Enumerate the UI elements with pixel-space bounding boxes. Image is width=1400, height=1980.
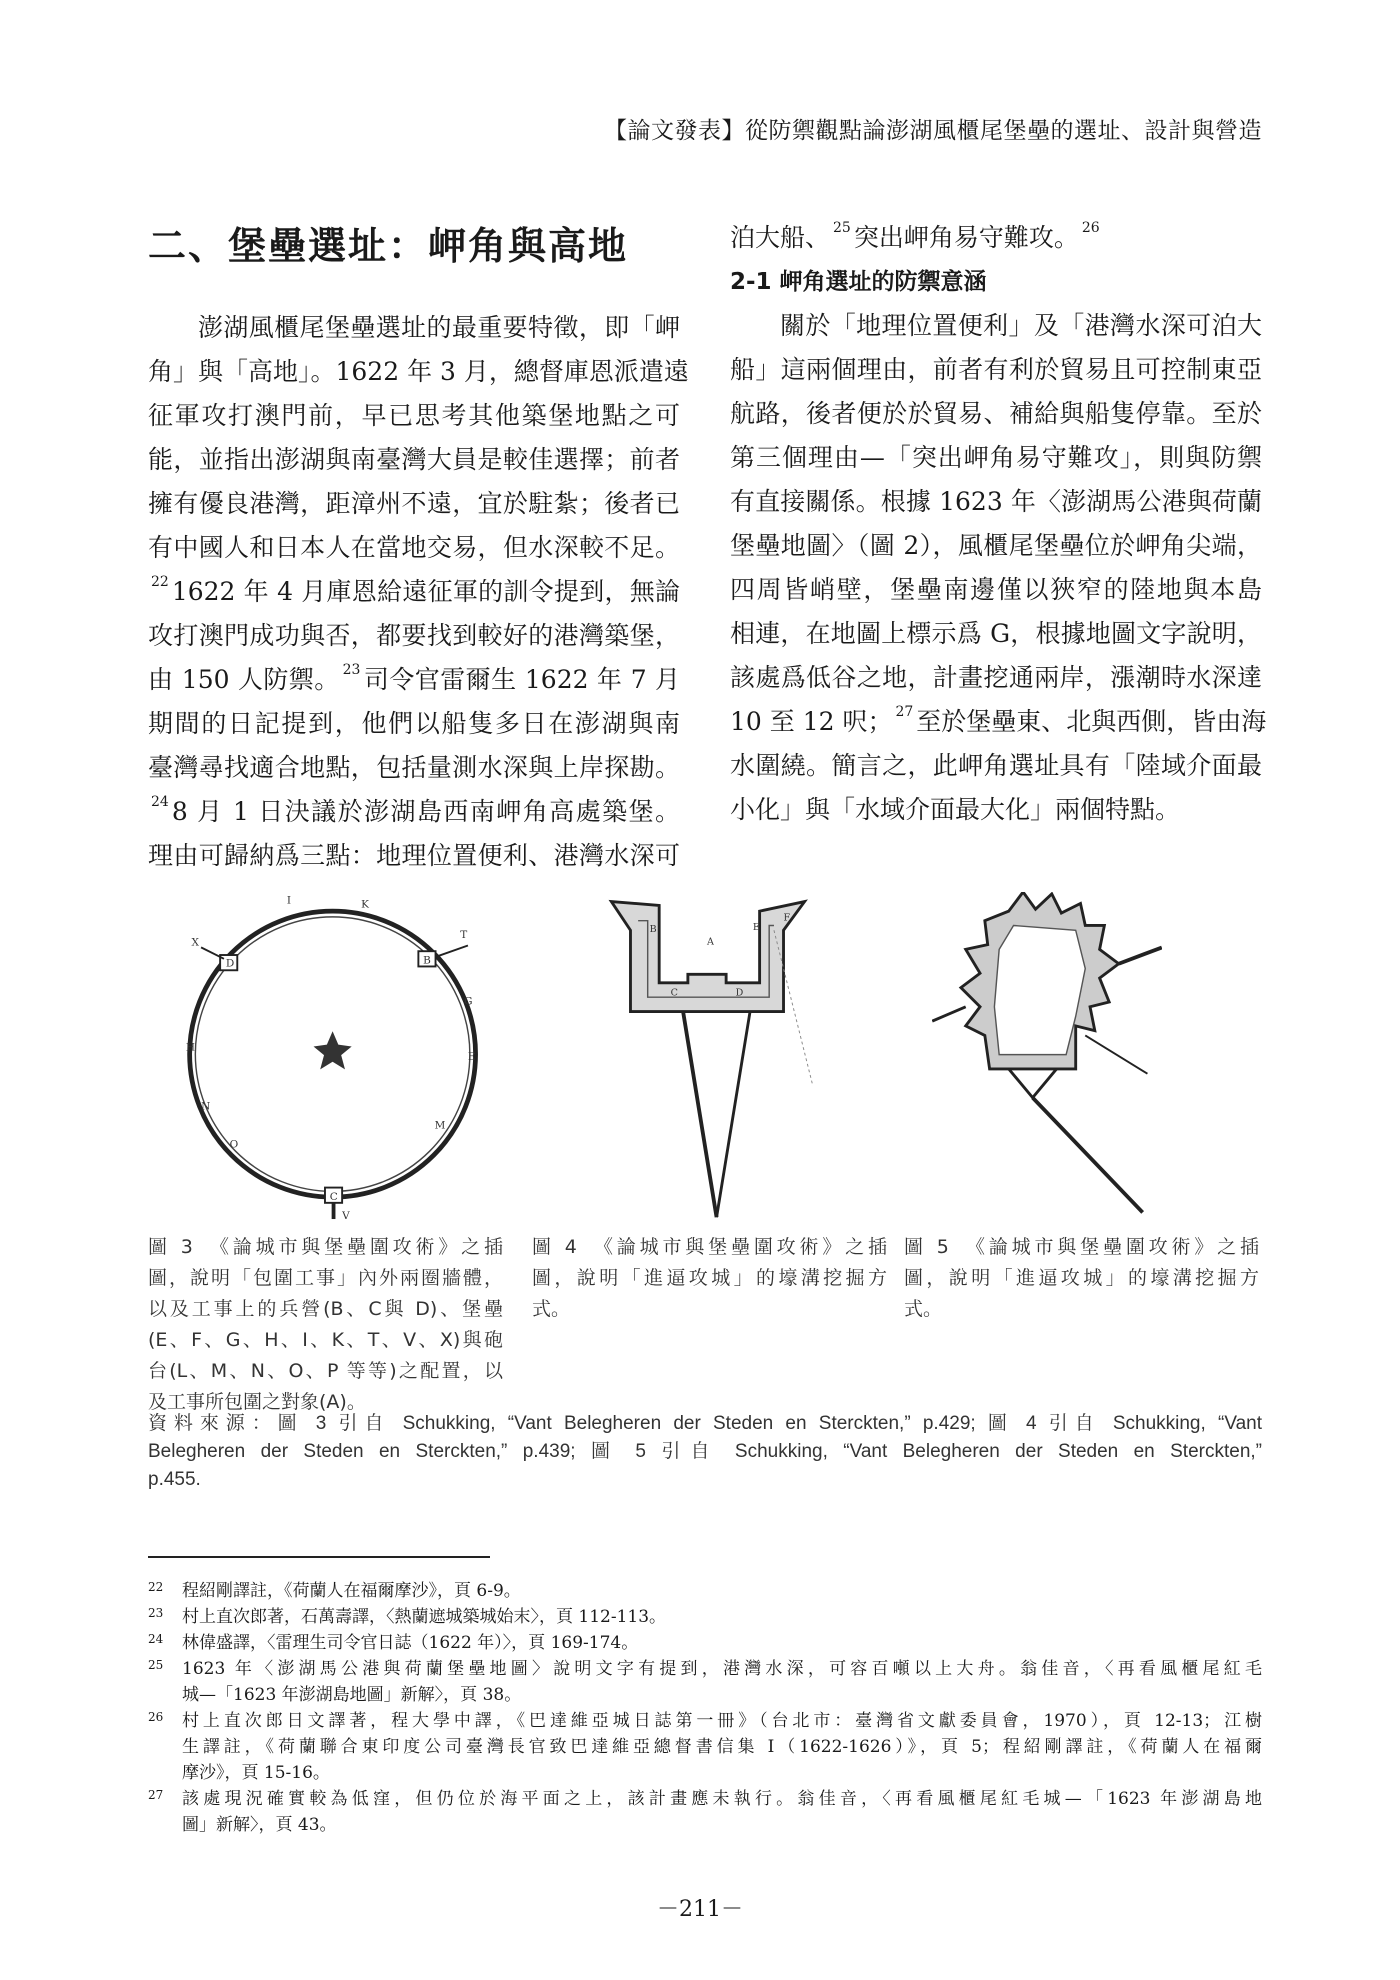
footnote-number: 26	[148, 1710, 164, 1724]
text-line	[730, 788, 1262, 832]
footnote	[148, 1578, 1262, 1604]
text-segment: 水圍繞。簡言之，此岬角選址具有「陸域介面最	[730, 751, 1262, 780]
figure-label: H	[185, 1041, 195, 1054]
text-line	[148, 702, 680, 746]
text-segment: 擁有優良港灣，距漳州不遠，宜於駐紮；後者已	[148, 489, 680, 518]
text-line	[730, 392, 1262, 436]
fort-A-star	[314, 1031, 352, 1069]
text-line	[730, 700, 1267, 744]
footnote-number: 23	[148, 1606, 164, 1620]
caption-line: 圖 5 《論城市與堡壘圍攻術》之插	[904, 1236, 1259, 1258]
text-line	[148, 614, 680, 658]
footnote-line: 生譯註，《荷蘭聯合東印度公司臺灣長官致巴達維亞總督書信集 I（1622-1626）》，頁 5；程紹剛譯註，《荷蘭人在福爾	[182, 1737, 1262, 1757]
footnote-ref: 23	[342, 662, 361, 678]
figure-label: F	[783, 912, 791, 924]
source-line: Belegheren der Steden en Sterckten,” p.439; 圖 5 引自 Schukking, “Vant Belegheren der Steden en Sterckten,”	[148, 1441, 1262, 1462]
text-line	[148, 526, 680, 570]
figure-label: C	[670, 987, 678, 999]
text-line	[730, 744, 1262, 788]
text-line	[148, 746, 680, 790]
caption-line: 及工事所包圍之對象(A)。	[148, 1391, 366, 1413]
figure-label: C	[329, 1190, 338, 1203]
text-segment: 相連，在地圖上標示爲 G，根據地圖文字說明，	[730, 619, 1262, 648]
approach-trench	[1119, 947, 1162, 963]
caption-line: 圖，說明「進逼攻城」的壕溝挖掘方	[532, 1267, 887, 1289]
text-segment: 8 月 1 日決議於澎湖島西南岬角高處築堡。	[171, 797, 680, 826]
text-segment: 關於「地理位置便利」及「港灣水深可泊大	[780, 311, 1262, 340]
text-segment: 突出岬角易守難攻。	[853, 223, 1079, 252]
caption-line: 式。	[904, 1298, 943, 1320]
text-line	[148, 790, 680, 834]
figure-label: E	[467, 1050, 476, 1063]
figure-label: A	[707, 936, 714, 948]
footnotes	[148, 1578, 1262, 1838]
text-segment: 征軍攻打澳門前，早已思考其他築堡地點之可	[148, 401, 680, 430]
text-segment: 澎湖風櫃尾堡壘選址的最重要特徵，即「岬	[198, 313, 680, 342]
footnote-number: 22	[148, 1580, 164, 1594]
source-line: 資料來源：圖 3 引自 Schukking, “Vant Belegheren der Steden en Sterckten,” p.429; 圖 4 引自 Schukking, “Vant	[148, 1413, 1262, 1434]
caption-line: 圖，說明「進逼攻城」的壕溝挖掘方	[904, 1267, 1259, 1289]
continued-line	[730, 216, 1262, 260]
text-segment: 有直接關係。根據 1623 年〈澎湖馬公港與荷蘭	[730, 487, 1262, 516]
figure-label: K	[361, 898, 370, 911]
text-segment: 航路，後者便於於貿易、補給與船隻停靠。至於	[730, 399, 1262, 428]
text-line	[730, 524, 1262, 568]
text-line	[148, 834, 680, 878]
text-segment: 堡壘地圖〉（圖 2），風櫃尾堡壘位於岬角尖端，	[730, 531, 1262, 560]
figure-label: N	[201, 1100, 211, 1113]
footnote-ref: 25	[833, 220, 851, 236]
figure-3-circumvallation-illustration	[182, 890, 487, 1224]
text-line	[148, 570, 680, 614]
text-segment: 第三個理由—「突出岬角易守難攻」，則與防禦	[730, 443, 1262, 472]
footnote-line: 村上直次郎著，石萬壽譯，〈熱蘭遮城築城始末〉，頁 112-113。	[182, 1607, 667, 1627]
text-segment: 該處爲低谷之地，計畫挖通兩岸，漲潮時水深達	[730, 663, 1262, 692]
section-heading: 二、堡壘選址：岬角與高地	[148, 223, 629, 268]
figure-label: M	[434, 1119, 446, 1132]
footnote-ref: 26	[1081, 220, 1100, 236]
footnote-line: 圖」新解〉，頁 43。	[182, 1815, 337, 1835]
footnote-number: 25	[148, 1658, 164, 1672]
left-text-column	[148, 306, 689, 878]
figure-5-star-fort-illustration	[932, 892, 1162, 1222]
text-segment: 四周皆峭壁，堡壘南邊僅以狹窄的陸地與本島	[730, 575, 1262, 604]
approach-trench	[683, 1012, 716, 1218]
figure-label: I	[286, 894, 291, 907]
text-segment: 由 150 人防禦。	[148, 665, 340, 694]
footnote-line: 村上直次郎日文譯著，程大學中譯，《巴達維亞城日誌第一冊》（台北市：臺灣省文獻委員會，1970），頁 12-13；江樹	[182, 1711, 1262, 1731]
figure-label: V	[342, 1210, 350, 1223]
footnote-line: 程紹剛譯註，《荷蘭人在福爾摩沙》，頁 6-9。	[182, 1581, 521, 1601]
text-line	[148, 658, 680, 702]
footnote-line: 1623 年〈澎湖馬公港與荷蘭堡壘地圖〉說明文字有提到，港灣水深，可容百噸以上大舟。翁佳音，〈再看風櫃尾紅毛	[182, 1659, 1262, 1679]
text-segment: 臺灣尋找適合地點，包括量測水深與上岸探勘。	[148, 753, 680, 782]
text-segment: 至於堡壘東、北與西側，皆由海	[916, 707, 1267, 736]
figure-label: B	[423, 954, 431, 967]
caption-line: (E、F、G、H、I、K、T、V、X)與砲	[148, 1329, 503, 1351]
text-segment: 泊大船、	[730, 223, 831, 252]
source-line: p.455.	[148, 1469, 201, 1490]
text-line	[148, 438, 680, 482]
text-line	[730, 568, 1262, 612]
text-line	[730, 656, 1262, 700]
figure-source-note	[148, 1410, 1262, 1494]
figure-label: B	[649, 924, 657, 936]
text-segment: 1622 年 4 月庫恩給遠征軍的訓令提到，無論	[171, 577, 680, 606]
subsection-heading: 2-1 岬角選址的防禦意涵	[730, 269, 987, 295]
text-segment: 能，並指出澎湖與南臺灣大員是較佳選擇；前者	[148, 445, 680, 474]
figure-label: G	[464, 995, 473, 1008]
footnote-line: 摩沙》，頁 15-16。	[182, 1763, 330, 1783]
text-segment: 司令官雷爾生 1622 年 7 月	[363, 665, 680, 694]
figure-label: D	[735, 987, 744, 999]
text-segment: 有中國人和日本人在當地交易，但水深較不足。	[148, 533, 680, 562]
footnote-ref: 27	[895, 704, 914, 720]
figure-4-trench-illustration	[592, 892, 822, 1222]
page-number: －211－	[657, 1897, 743, 1922]
text-line	[730, 612, 1262, 656]
text-segment: 期間的日記提到，他們以船隻多日在澎湖與南	[148, 709, 680, 738]
footnote	[148, 1708, 1262, 1786]
text-line	[148, 394, 680, 438]
caption-line: 圖 4 《論城市與堡壘圍攻術》之插	[532, 1236, 887, 1258]
text-line	[730, 436, 1262, 480]
footnote-number: 27	[148, 1788, 164, 1802]
footnote-line: 該處現況確實較為低窪，但仍位於海平面之上，該計畫應未執行。翁佳音，〈再看風櫃尾紅毛城—「1623 年澎湖島地	[182, 1789, 1262, 1809]
text-line	[730, 480, 1262, 524]
figure-label: D	[225, 957, 235, 970]
footnote-ref: 24	[151, 794, 169, 810]
text-segment: 理由可歸納爲三點：地理位置便利、港灣水深可	[148, 841, 680, 870]
running-header: 【論文發表】從防禦觀點論澎湖風櫃尾堡壘的選址、設計與營造	[604, 118, 1262, 144]
text-line	[148, 482, 680, 526]
caption-line: 圖 3 《論城市與堡壘圍攻術》之插	[148, 1236, 503, 1258]
footnote-ref: 22	[151, 574, 169, 590]
footnote	[148, 1786, 1262, 1838]
caption-line: 式。	[532, 1298, 571, 1320]
footnote	[148, 1604, 1262, 1630]
text-line	[730, 304, 1262, 348]
footnote-number: 24	[148, 1632, 164, 1646]
text-segment: 小化」與「水域介面最大化」兩個特點。	[730, 795, 1181, 824]
figure-label: T	[460, 928, 468, 941]
figure-4-caption	[532, 1232, 887, 1325]
footnote-line: 城—「1623 年澎湖島地圖」新解〉，頁 38。	[182, 1685, 522, 1705]
text-segment: 船」這兩個理由，前者有利於貿易且可控制東亞	[730, 355, 1262, 384]
caption-line: 台(L、M、N、O、P 等等)之配置，以	[148, 1360, 503, 1382]
text-segment: 角」與「高地」。1622 年 3 月，總督庫恩派遣遠	[148, 357, 689, 386]
text-line	[730, 348, 1262, 392]
right-text-column	[730, 216, 1267, 832]
caption-line: 以及工事上的兵營(B、C與 D)、堡壘	[148, 1298, 503, 1320]
trench-outline	[611, 902, 804, 1012]
figure-label: O	[229, 1138, 239, 1151]
text-segment: 攻打澳門成功與否，都要找到較好的港灣築堡，	[148, 621, 680, 650]
caption-line: 圖，說明「包圍工事」內外兩圈牆體，	[148, 1267, 503, 1289]
footnote	[148, 1630, 1262, 1656]
text-line	[148, 350, 689, 394]
text-segment: 10 至 12 呎；	[730, 707, 893, 736]
figure-label: E	[752, 922, 760, 934]
footnote	[148, 1656, 1262, 1708]
figure-3-caption	[148, 1232, 503, 1418]
footnote-divider	[148, 1556, 490, 1558]
figure-5-caption	[904, 1232, 1259, 1325]
text-line	[148, 306, 680, 350]
figure-label: X	[191, 936, 199, 949]
footnote-line: 林偉盛譯，〈雷理生司令官日誌（1622 年）〉，頁 169-174。	[182, 1633, 639, 1653]
